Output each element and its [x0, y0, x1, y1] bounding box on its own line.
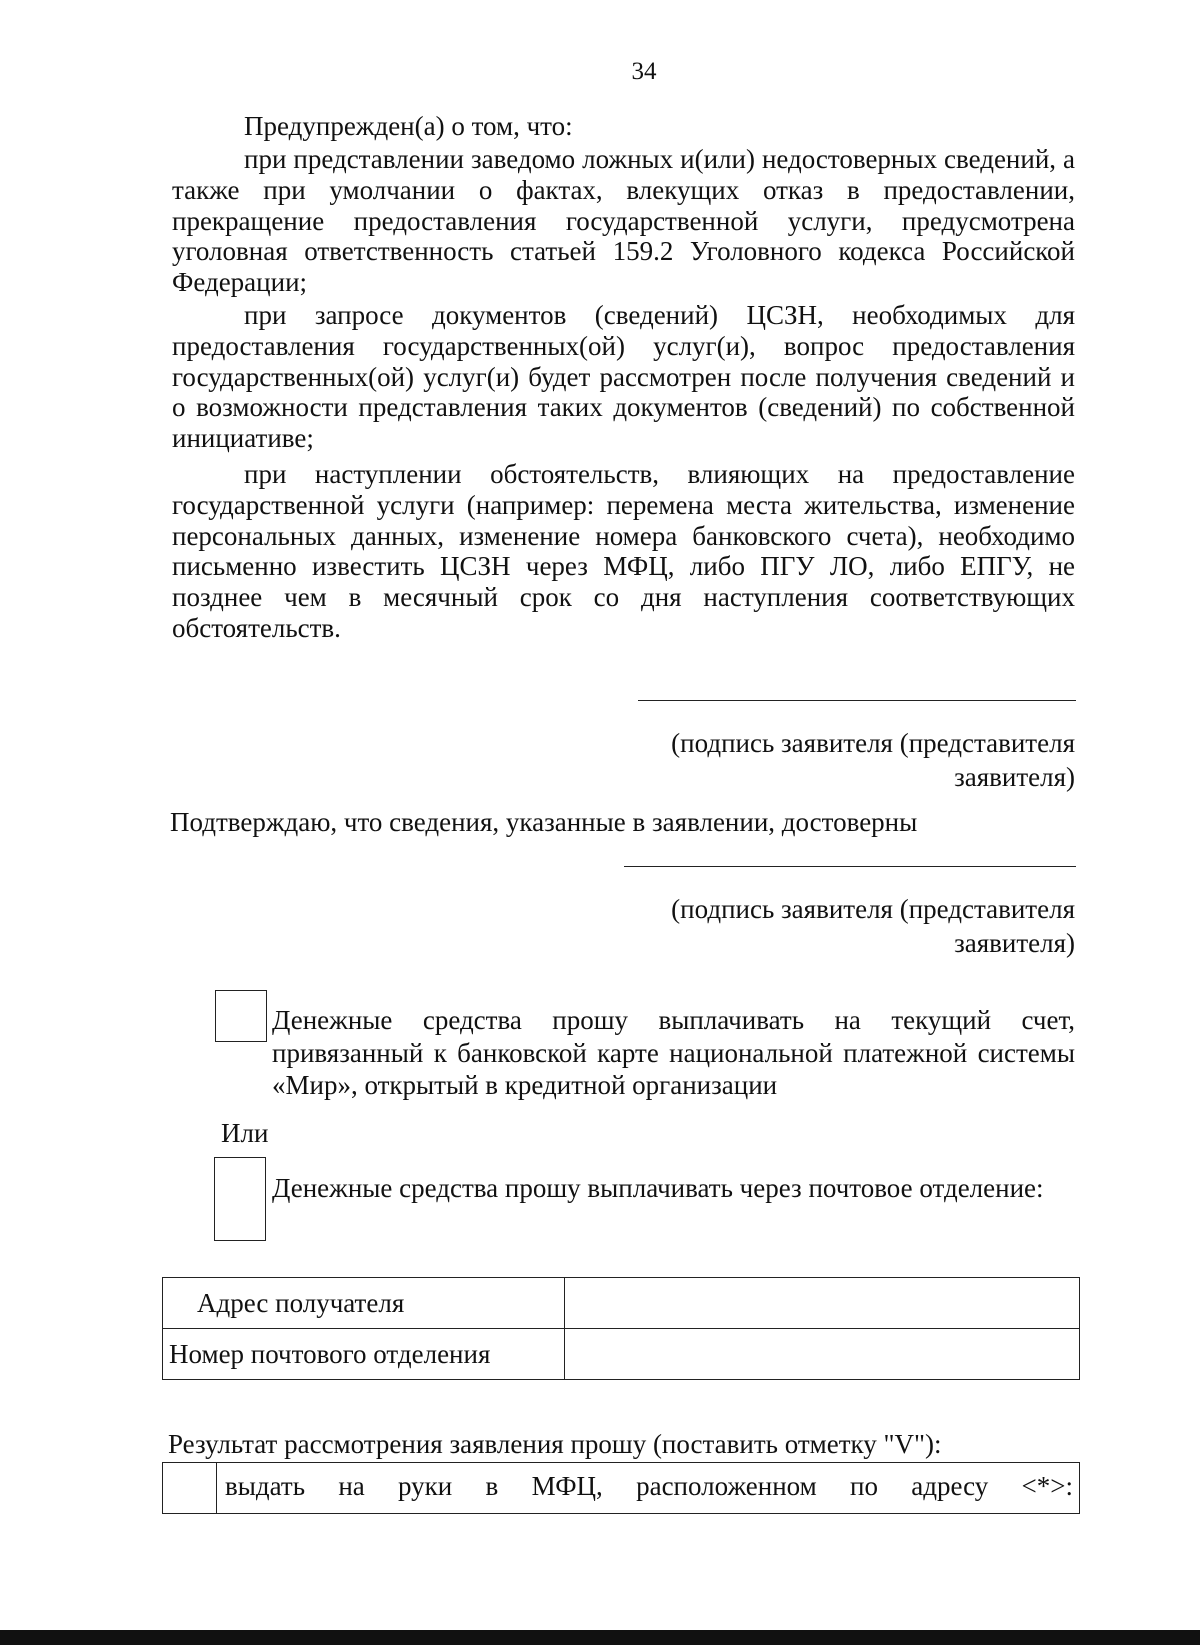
signature-caption-2-line1: (подпись заявителя (представителя [671, 894, 1075, 924]
card-payment-checkbox[interactable] [215, 990, 267, 1042]
signature-caption-1-line1: (подпись заявителя (представителя [671, 728, 1075, 758]
recipient-address-label: Адрес получателя [163, 1278, 565, 1329]
scan-edge-bar [0, 1630, 1200, 1645]
signature-caption-2 [595, 892, 1075, 960]
post-payment-option-text: Денежные средства прошу выплачивать через почтовое отделение: [272, 1173, 1044, 1203]
post-office-number-label: Номер почтового отделения [163, 1329, 565, 1380]
signature-line-1[interactable] [638, 700, 1076, 701]
recipient-address-field[interactable] [565, 1278, 1080, 1329]
or-label: Или [221, 1118, 269, 1148]
page-number: 34 [631, 58, 657, 85]
table-row [163, 1329, 1080, 1380]
postal-address-table [162, 1277, 1080, 1380]
table-row [163, 1278, 1080, 1329]
mfc-pickup-option-text: выдать на руки в МФЦ, расположенном по адресу <*>: [217, 1462, 1080, 1514]
result-option-row [162, 1462, 1080, 1514]
mfc-pickup-checkbox[interactable] [162, 1462, 217, 1514]
signature-line-2[interactable] [624, 866, 1076, 867]
post-office-number-field[interactable] [565, 1329, 1080, 1380]
confirmation-statement: Подтверждаю, что сведения, указанные в заявлении, достоверны [170, 807, 918, 837]
warning-paragraph-circumstances: при наступлении обстоятельств, влияющих на предоставление государственной услуги (например: перемена места жительства, изменение персональных данных, изменение номера банковского счета), необходимо письменно известить ЦСЗН через МФЦ, либо ПГУ ЛО, либо ЕПГУ, не позднее чем в месячный срок со дня наступления соответствующих обстоятельств. [172, 459, 1075, 643]
warning-heading: Предупрежден(а) о том, что: [244, 111, 573, 141]
result-heading: Результат рассмотрения заявления прошу (поставить отметку "V"): [168, 1429, 942, 1459]
signature-caption-2-line2: заявителя) [954, 928, 1075, 958]
card-payment-option-text: Денежные средства прошу выплачивать на текущий счет, привязанный к банковской карте национальной платежной системы «Мир», открытый в кредитной организации [272, 1005, 1075, 1100]
post-payment-checkbox[interactable] [214, 1157, 266, 1241]
warning-paragraph-document-request: при запросе документов (сведений) ЦСЗН, необходимых для предоставления государственных(ой) услуг(и), вопрос предоставления государственных(ой) услуг(и) будет рассмотрен после получения сведений и о возможности представления таких документов (сведений) по собственной инициативе; [172, 300, 1075, 454]
signature-caption-1 [595, 726, 1075, 794]
warning-paragraph-false-info: при представлении заведомо ложных и(или) недостоверных сведений, а также при умолчании о фактах, влекущих отказ в предоставлении, прекращение предоставления государственной услуги, предусмотрена уголовная ответственность статьей 159.2 Уголовного кодекса Российской Федерации; [172, 144, 1075, 298]
signature-caption-1-line2: заявителя) [954, 762, 1075, 792]
